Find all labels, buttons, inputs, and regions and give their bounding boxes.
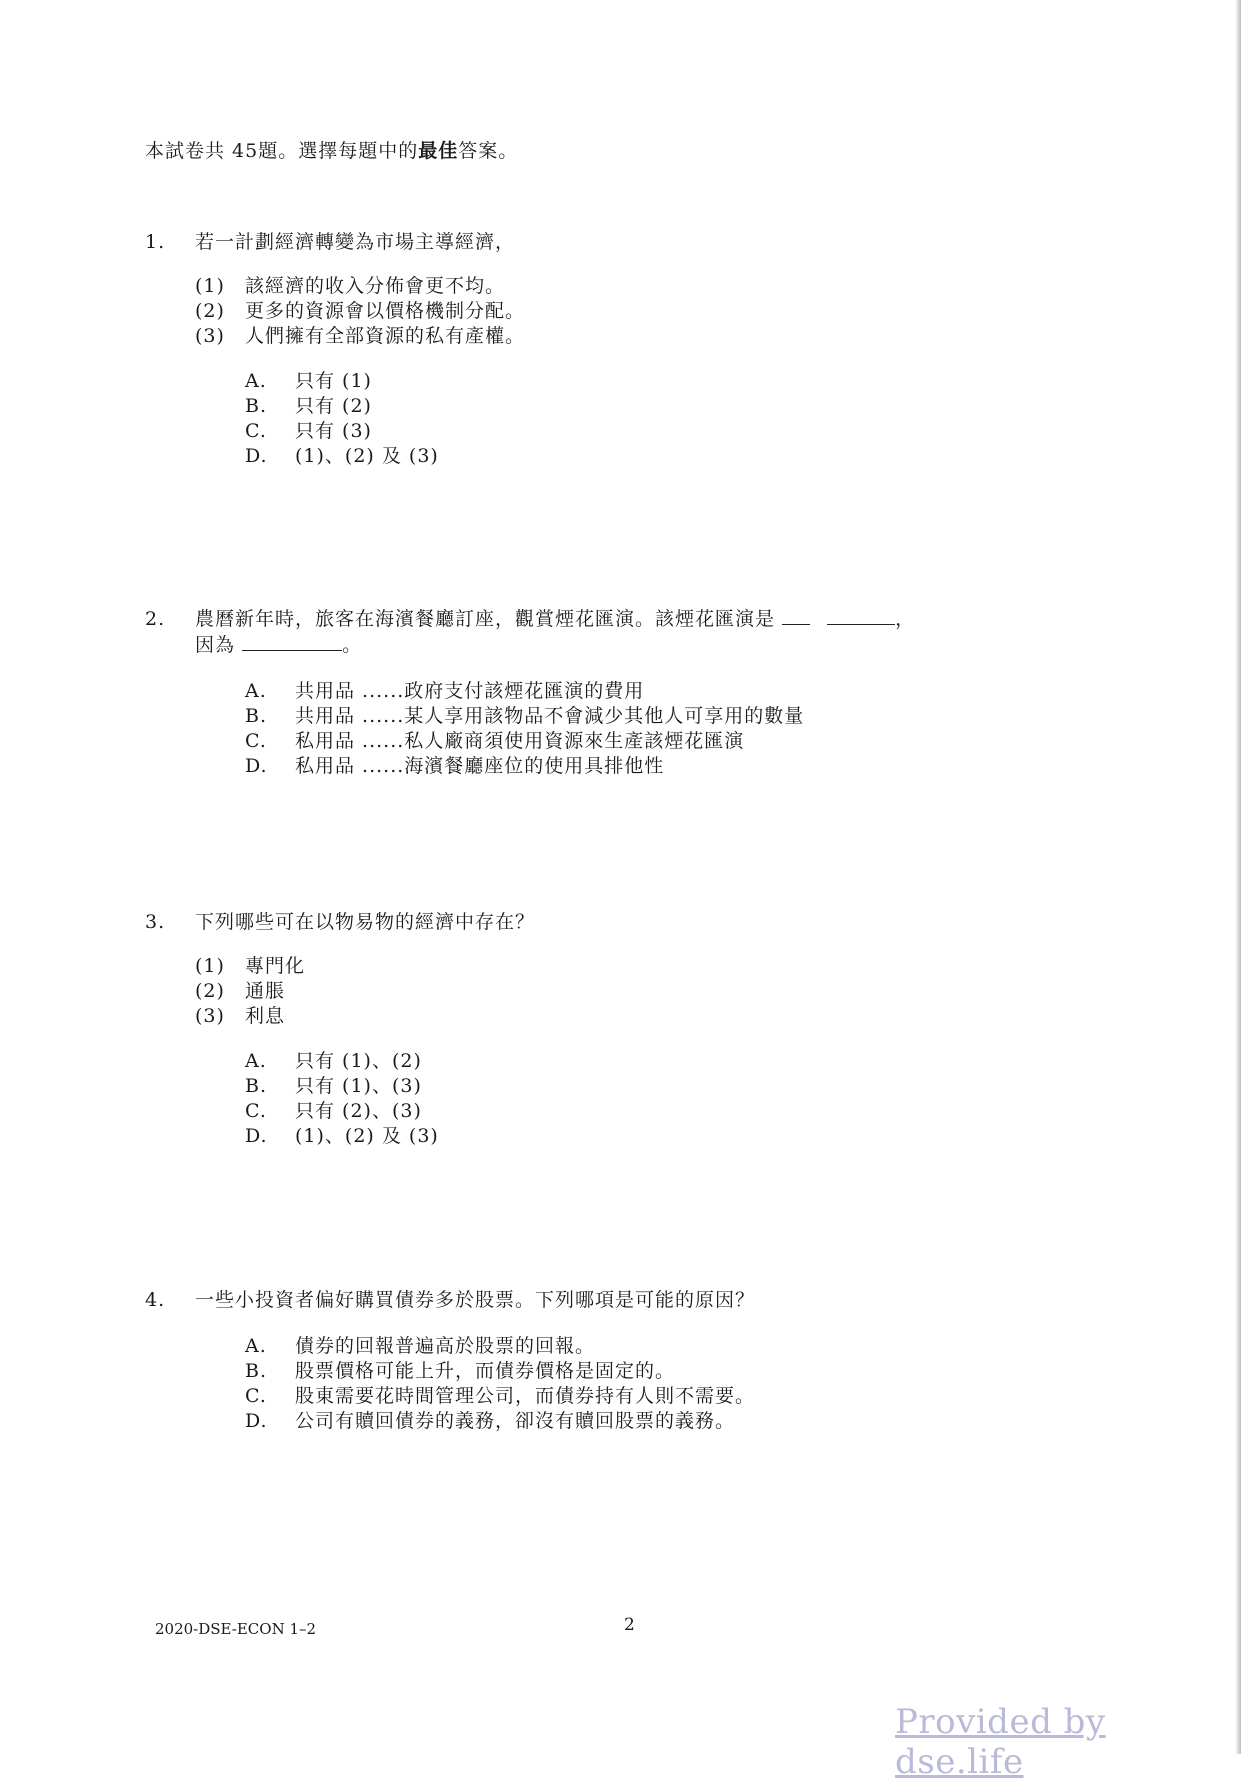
option-label: A. (245, 680, 267, 702)
option-label: D. (245, 445, 268, 467)
scan-edge (1235, 0, 1241, 1754)
option-label: B. (245, 1360, 268, 1382)
option-list (245, 366, 525, 466)
option-label: C. (245, 420, 267, 442)
option (245, 1331, 755, 1356)
option (245, 1356, 755, 1381)
option-text: 只有 (3) (295, 420, 372, 442)
option-text: 只有 (2)、(3) (295, 1100, 422, 1122)
option-list (245, 1046, 535, 1146)
option-text: 只有 (2) (295, 395, 372, 417)
question-1 (145, 227, 525, 466)
option-label: C. (245, 1385, 267, 1407)
question-stem: 若一計劃經濟轉變為市場主導經濟， (195, 231, 516, 253)
option-label: D. (245, 1125, 268, 1147)
statement-text: 該經濟的收入分佈會更不均。 (245, 275, 506, 297)
option-label: C. (245, 1100, 267, 1122)
option-label: A. (245, 1335, 267, 1357)
option (245, 1406, 755, 1431)
statement (195, 951, 535, 976)
question-stem: 一些小投資者偏好購買債券多於股票。下列哪項是可能的原因？ (195, 1289, 756, 1311)
option-text: 共用品 ......某人享用該物品不會減少其他人可享用的數量 (295, 705, 805, 727)
page-number: 2 (624, 1615, 635, 1635)
statement (195, 1001, 535, 1026)
paper-code: 2020-DSE-ECON 1–2 (155, 1620, 317, 1638)
option-text: (1)、(2) 及 (3) (295, 1125, 439, 1147)
statement-label: (2) (195, 980, 225, 1002)
option-label: B. (245, 395, 268, 417)
option-label: A. (245, 370, 267, 392)
question-3 (145, 907, 535, 1146)
instructions-emphasis: 最佳 (418, 140, 459, 162)
statement (195, 321, 525, 346)
option-list (245, 676, 915, 776)
statement-list (195, 271, 525, 346)
question-number: 3. (145, 911, 166, 933)
option-label: B. (245, 705, 268, 727)
option-text: 只有 (1) (295, 370, 372, 392)
option (245, 1096, 535, 1121)
option (245, 1121, 535, 1146)
option (245, 676, 915, 701)
option-text: 公司有贖回債券的義務，卻沒有贖回股票的義務。 (295, 1410, 736, 1432)
statement-label: (1) (195, 275, 225, 297)
option-text: 私用品 ......海濱餐廳座位的使用具排他性 (295, 755, 665, 777)
option (245, 441, 525, 466)
statement-label: (1) (195, 955, 225, 977)
statement-list (195, 951, 535, 1026)
question-2 (145, 604, 915, 776)
statement-text: 通脹 (245, 980, 286, 1002)
option-text: 私用品 ......私人廠商須使用資源來生產該煙花匯演 (295, 730, 745, 752)
option (245, 1046, 535, 1071)
statement-text: 更多的資源會以價格機制分配。 (245, 300, 526, 322)
statement-text: 人們擁有全部資源的私有產權。 (245, 325, 526, 347)
option-list (245, 1331, 755, 1431)
option-label: D. (245, 755, 268, 777)
instructions-text: 本試卷共 45題。選擇每題中的 (145, 140, 419, 162)
option (245, 701, 915, 726)
option (245, 366, 525, 391)
question-number: 1. (145, 231, 166, 253)
question-number: 2. (145, 608, 166, 630)
option (245, 751, 915, 776)
option (245, 726, 915, 751)
watermark-link[interactable]: Provided by dse.life (895, 1702, 1106, 1782)
question-4 (145, 1285, 755, 1431)
statement-label: (3) (195, 325, 225, 347)
answer-blank (827, 606, 895, 625)
question-stem-line2: 因為 (195, 634, 236, 656)
statement (195, 271, 525, 296)
option-text: 只有 (1)、(2) (295, 1050, 422, 1072)
answer-blank (242, 632, 342, 651)
statement (195, 976, 535, 1001)
question-stem: 農曆新年時，旅客在海濱餐廳訂座，觀賞煙花匯演。該煙花匯演是 (195, 608, 776, 630)
option-label: D. (245, 1410, 268, 1432)
option-label: A. (245, 1050, 267, 1072)
question-stem: 下列哪些可在以物易物的經濟中存在？ (195, 911, 536, 933)
option (245, 1071, 535, 1096)
option-label: B. (245, 1075, 268, 1097)
statement-label: (2) (195, 300, 225, 322)
statement (195, 296, 525, 321)
option-text: 只有 (1)、(3) (295, 1075, 422, 1097)
option (245, 391, 525, 416)
question-number: 4. (145, 1289, 166, 1311)
instructions (145, 136, 518, 163)
option-text: 債券的回報普遍高於股票的回報。 (295, 1335, 596, 1357)
option (245, 1381, 755, 1406)
question-stem-line2-end: 。 (342, 634, 363, 656)
statement-text: 專門化 (245, 955, 306, 977)
option-label: C. (245, 730, 267, 752)
option-text: 股東需要花時間管理公司，而債券持有人則不需要。 (295, 1385, 756, 1407)
option-text: (1)、(2) 及 (3) (295, 445, 439, 467)
statement-label: (3) (195, 1005, 225, 1027)
option-text: 共用品 ......政府支付該煙花匯演的費用 (295, 680, 645, 702)
instructions-text-end: 答案。 (458, 140, 519, 162)
option-text: 股票價格可能上升，而債券價格是固定的。 (295, 1360, 676, 1382)
question-stem-end: ， (895, 608, 916, 630)
option (245, 416, 525, 441)
statement-text: 利息 (245, 1005, 286, 1027)
answer-blank (782, 606, 810, 625)
